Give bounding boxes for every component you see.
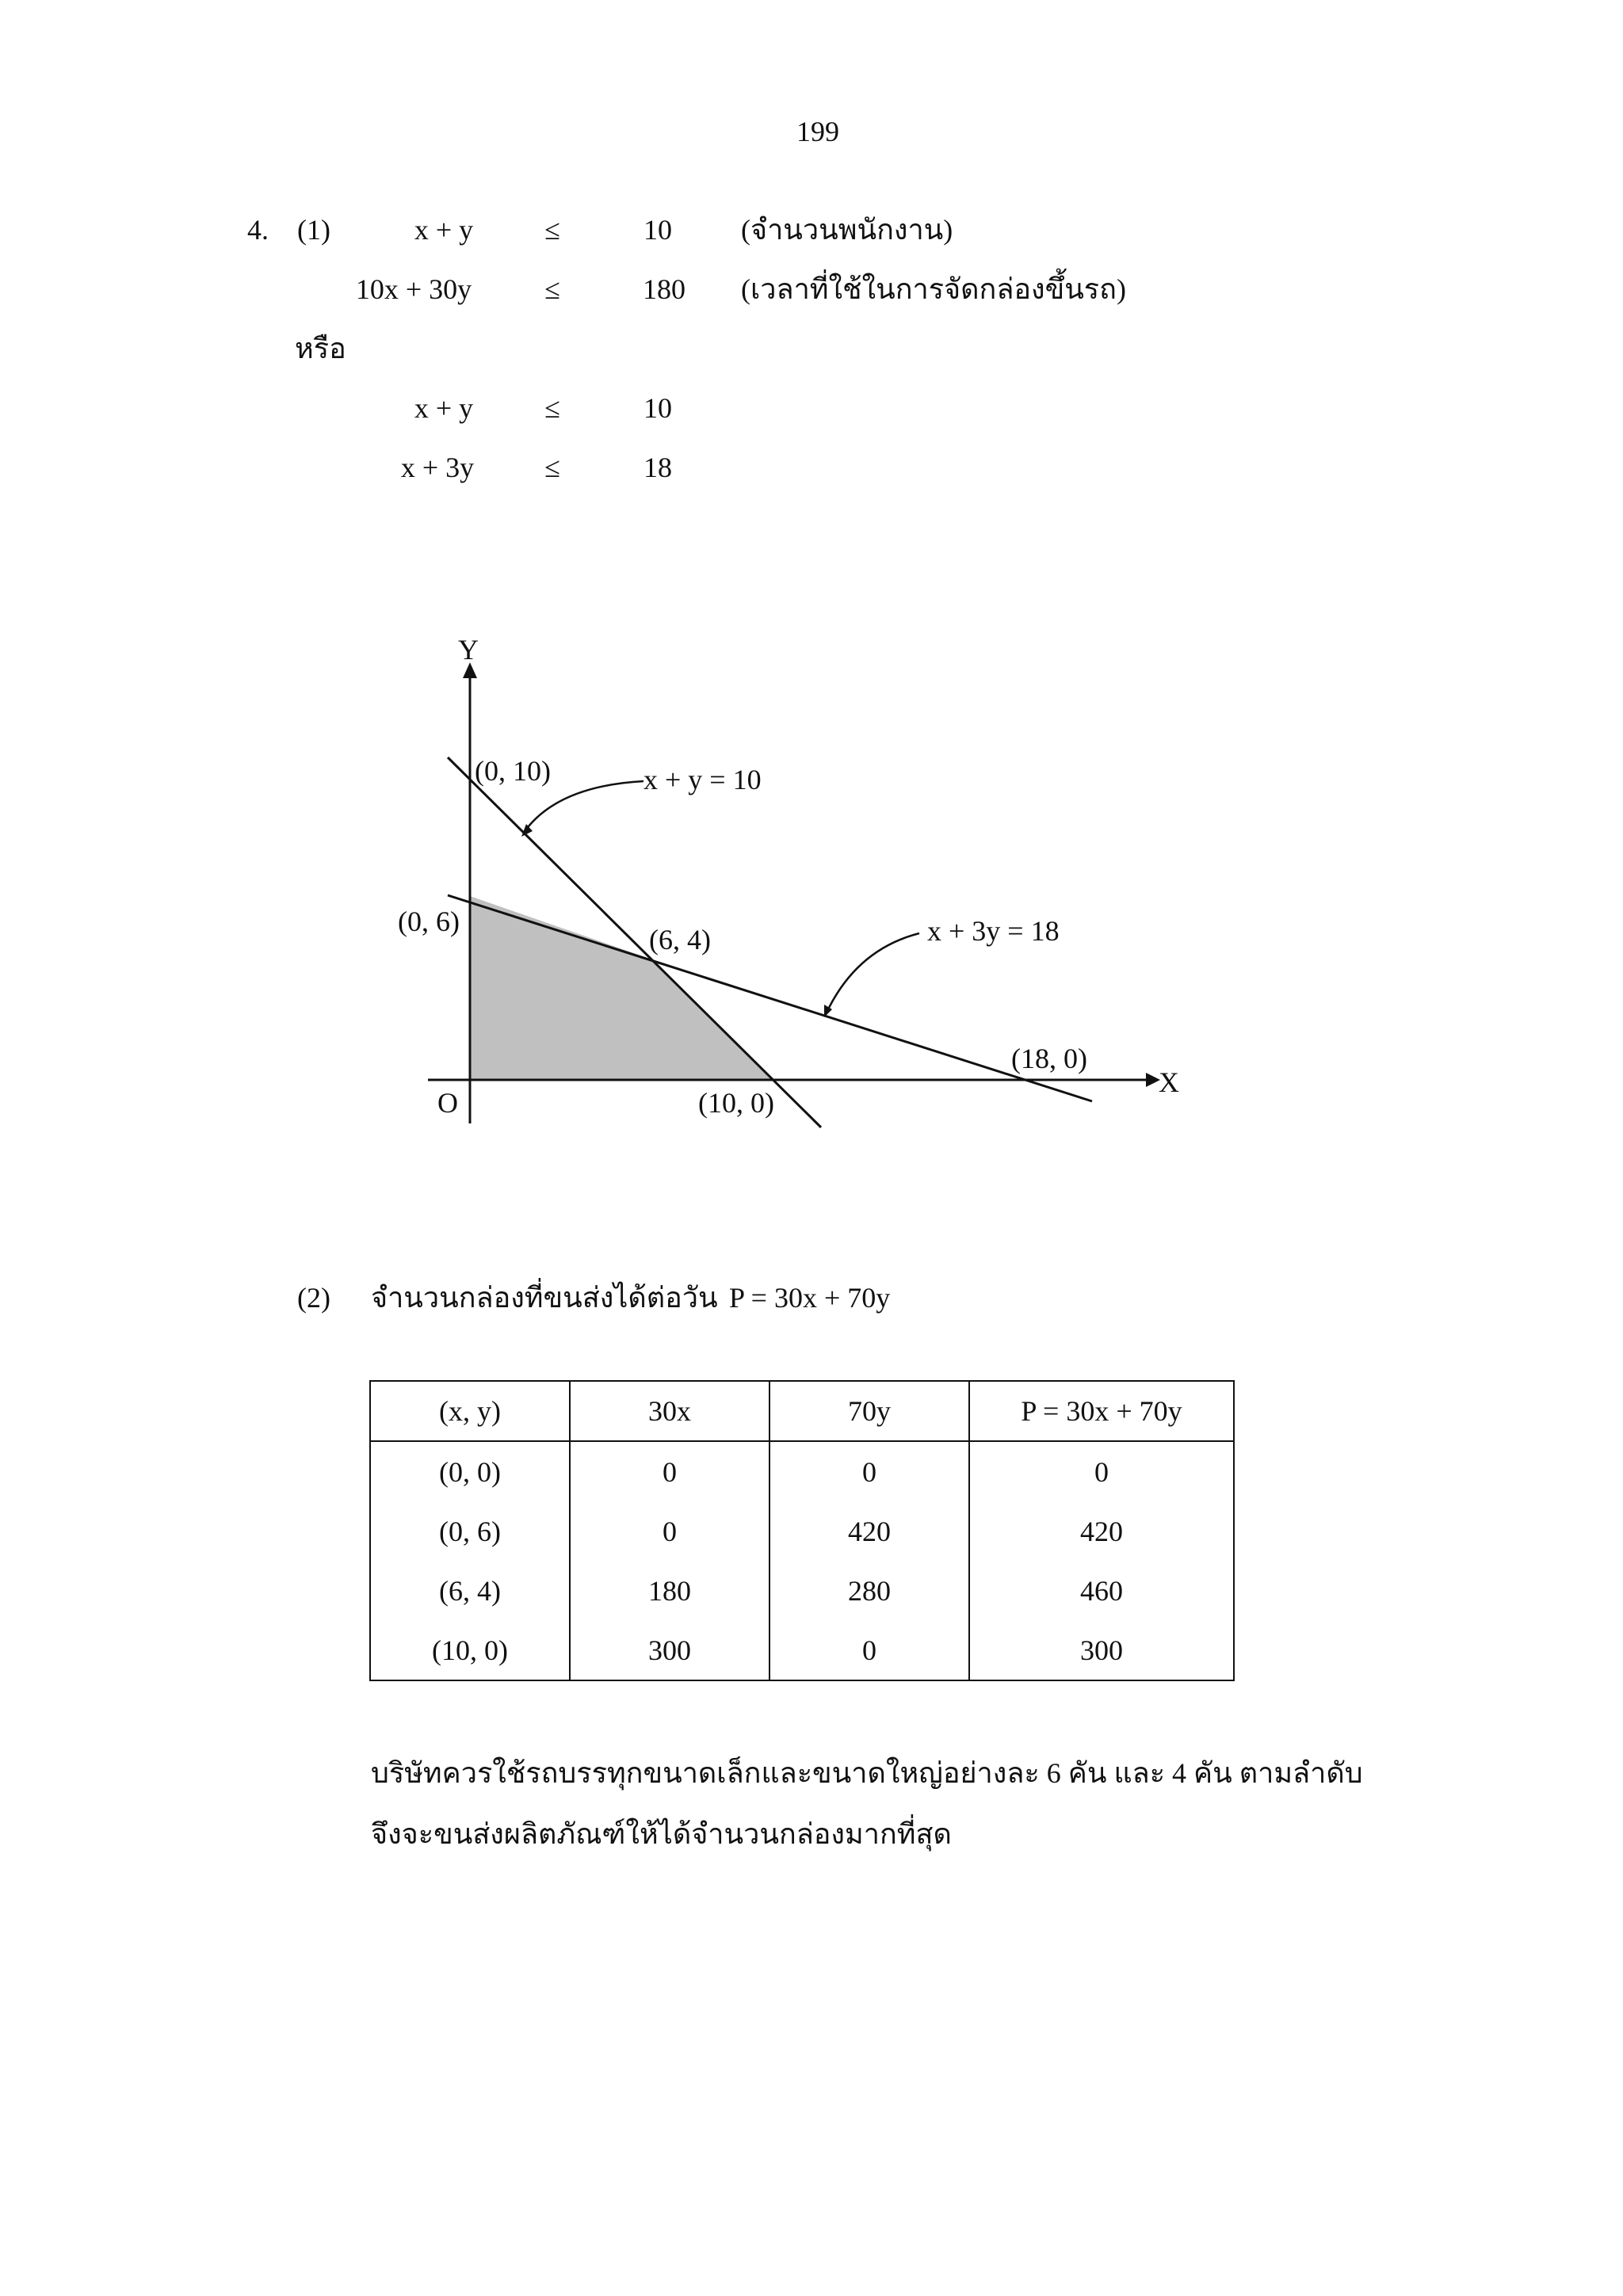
table-cell: 280: [769, 1561, 969, 1620]
constraint-rhs: 180: [643, 273, 685, 305]
leader-arrowhead-line2: [824, 1005, 832, 1017]
table-cell: (0, 6): [370, 1501, 570, 1561]
constraint-rhs: 10: [643, 392, 672, 424]
or-word: หรือ: [295, 333, 346, 364]
point-label-0-6: (0, 6): [398, 906, 460, 937]
table-cell: 460: [969, 1561, 1234, 1620]
part2-label: (2): [297, 1282, 330, 1314]
table-cell: 0: [969, 1441, 1234, 1501]
line-label-2: x + 3y = 18: [927, 915, 1060, 947]
point-label-6-4: (6, 4): [649, 924, 711, 955]
constraint-op: ≤: [544, 273, 560, 305]
table-cell: (0, 0): [370, 1441, 570, 1501]
objective-formula: P = 30x + 70y: [729, 1282, 891, 1314]
constraint-lhs: 10x + 30y: [355, 273, 472, 305]
feasible-region: [470, 896, 773, 1080]
table-cell: 0: [769, 1441, 969, 1501]
table-cell: 180: [570, 1561, 769, 1620]
table-cell: 300: [969, 1620, 1234, 1680]
table-header: P = 30x + 70y: [969, 1381, 1234, 1441]
constraint-op: ≤: [544, 214, 560, 246]
table-cell: 0: [570, 1441, 769, 1501]
table-header-row: [370, 1381, 1234, 1441]
point-label-0-10: (0, 10): [475, 755, 551, 787]
table-cell: (10, 0): [370, 1620, 570, 1680]
table-row: [370, 1501, 1234, 1561]
table-cell: (6, 4): [370, 1561, 570, 1620]
point-label-10-0: (10, 0): [698, 1087, 774, 1119]
table-header: 30x: [570, 1381, 769, 1441]
constraint-lhs: x + 3y: [400, 452, 475, 483]
origin-label: O: [437, 1087, 458, 1119]
conclusion-line-2: จึงจะขนส่งผลิตภัณฑ์ให้ได้จำนวนกล่องมากที่สุด: [371, 1818, 952, 1850]
part1-label: (1): [297, 214, 330, 246]
constraint-op: ≤: [544, 452, 560, 483]
table-cell: 300: [570, 1620, 769, 1680]
line-label-1: x + y = 10: [643, 764, 762, 795]
constraint-op: ≤: [544, 392, 560, 424]
page-number: 199: [796, 116, 839, 147]
constraint-note: (เวลาที่ใช้ในการจัดกล่องขึ้นรถ): [741, 273, 1126, 305]
constraint-rhs: 18: [643, 452, 672, 483]
point-label-18-0: (18, 0): [1011, 1043, 1087, 1074]
table-row: [370, 1441, 1234, 1501]
results-table: [369, 1380, 1235, 1681]
constraint-lhs: x + y: [414, 392, 474, 424]
problem-number: 4.: [247, 214, 269, 246]
table-cell: 0: [769, 1620, 969, 1680]
table-cell: 420: [769, 1501, 969, 1561]
table-header: (x, y): [370, 1381, 570, 1441]
leader-arrow-line1: [525, 781, 643, 830]
part2-text: จำนวนกล่องที่ขนส่งได้ต่อวัน: [371, 1282, 718, 1314]
table-cell: 0: [570, 1501, 769, 1561]
table-row: [370, 1561, 1234, 1620]
table-cell: 420: [969, 1501, 1234, 1561]
table-header: 70y: [769, 1381, 969, 1441]
leader-arrow-line2: [827, 933, 919, 1011]
constraint-lhs: x + y: [414, 214, 474, 246]
constraint-rhs: 10: [643, 214, 672, 246]
x-axis-label: X: [1159, 1066, 1179, 1098]
conclusion-line-1: บริษัทควรใช้รถบรรทุกขนาดเล็กและขนาดใหญ่อย่างละ 6 คัน และ 4 คัน ตามลำดับ: [371, 1757, 1363, 1789]
table-row: [370, 1620, 1234, 1680]
y-axis-label: Y: [458, 634, 479, 666]
constraint-note: (จำนวนพนักงาน): [741, 214, 953, 246]
